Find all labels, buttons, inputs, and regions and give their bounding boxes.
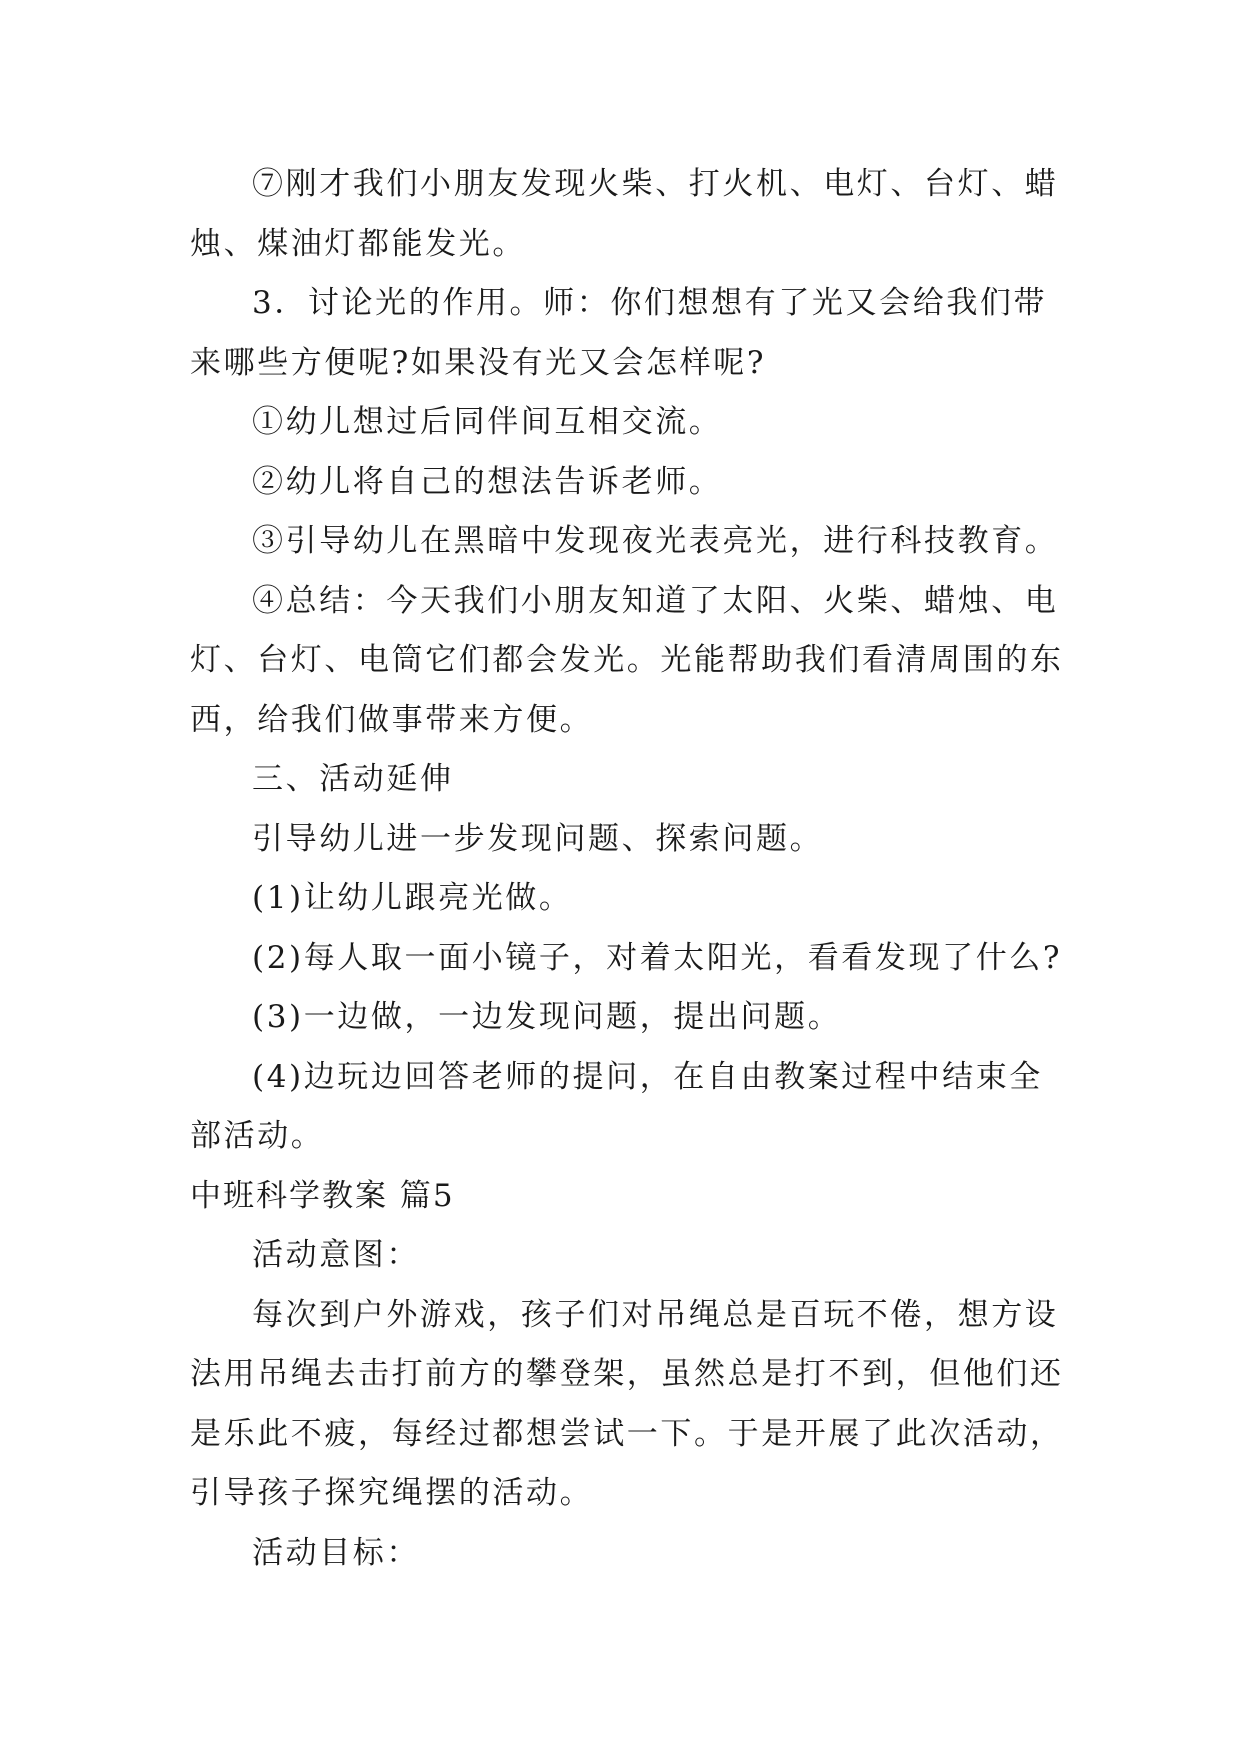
paragraph-line: 引导孩子探究绳摆的活动。 xyxy=(190,1475,594,1511)
paragraph-line: 部活动。 xyxy=(190,1118,325,1154)
list-item: (2)每人取一面小镜子，对着太阳光，看看发现了什么? xyxy=(252,939,1063,976)
paragraph-line: ②幼儿将自己的想法告诉老师。 xyxy=(252,463,723,500)
paragraph-line: ①幼儿想过后同伴间互相交流。 xyxy=(252,404,723,440)
paragraph-line: 3．讨论光的作用。师：你们想想有了光又会给我们带 xyxy=(252,285,1048,321)
paragraph-line: 来哪些方便呢?如果没有光又会怎样呢? xyxy=(190,344,767,381)
paragraph-line: 西，给我们做事带来方便。 xyxy=(190,701,594,738)
paragraph-line: ④总结：今天我们小朋友知道了太阳、火柴、蜡烛、电 xyxy=(252,582,1059,619)
document-page xyxy=(190,155,1064,1583)
paragraph-line: 灯、台灯、电筒它们都会发光。光能帮助我们看清周围的东 xyxy=(190,642,1064,678)
section-heading: 活动意图： xyxy=(252,1237,420,1273)
paragraph-line: 是乐此不疲，每经过都想尝试一下。于是开展了此次活动， xyxy=(190,1415,1064,1452)
list-item: (3)一边做，一边发现问题，提出问题。 xyxy=(252,999,842,1035)
article-title: 中班科学教案 篇5 xyxy=(190,1177,455,1214)
paragraph-line: 烛、煤油灯都能发光。 xyxy=(190,225,526,262)
section-heading: 三、活动延伸 xyxy=(252,761,454,797)
section-heading: 活动目标： xyxy=(252,1534,420,1571)
list-item: (1)让幼儿跟亮光做。 xyxy=(252,880,573,916)
paragraph-line: 法用吊绳去击打前方的攀登架，虽然总是打不到，但他们还 xyxy=(190,1356,1064,1392)
paragraph-line: ③引导幼儿在黑暗中发现夜光表亮光，进行科技教育。 xyxy=(252,523,1059,559)
paragraph-line: ⑦刚才我们小朋友发现火柴、打火机、电灯、台灯、蜡 xyxy=(252,166,1059,202)
list-item: (4)边玩边回答老师的提问，在自由教案过程中结束全 xyxy=(252,1058,1043,1095)
paragraph-line: 每次到户外游戏，孩子们对吊绳总是百玩不倦，想方设 xyxy=(252,1296,1059,1333)
paragraph-line: 引导幼儿进一步发现问题、探索问题。 xyxy=(252,820,824,857)
